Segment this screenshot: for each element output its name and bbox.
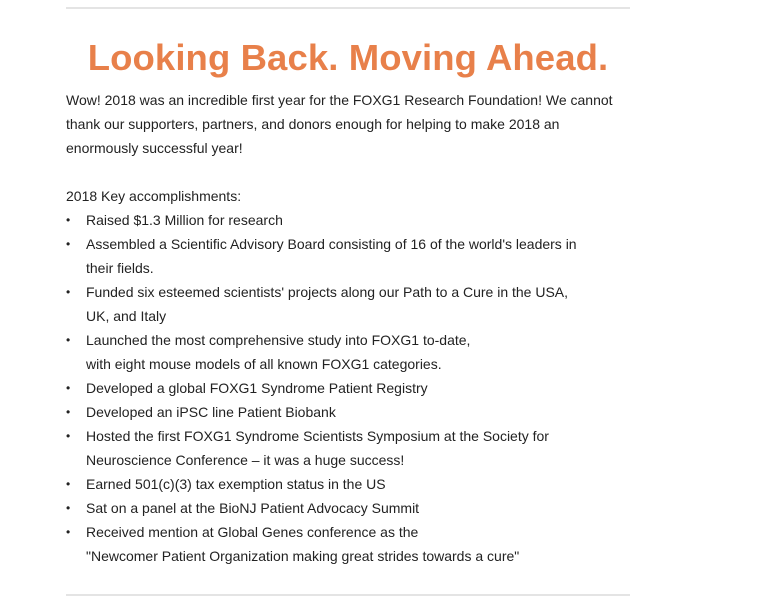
accomplishment-text: Assembled a Scientific Advisory Board consisting of 16 of the world's leaders in — [86, 236, 577, 252]
bullet-icon: • — [66, 285, 71, 299]
bullet-icon: • — [66, 525, 71, 539]
intro-line: Wow! 2018 was an incredible first year for the FOXG1 Research Foundation! We cannot — [66, 92, 613, 108]
intro-line: enormously successful year! — [66, 140, 243, 156]
bullet-icon: • — [66, 405, 71, 419]
bullet-icon: • — [66, 429, 71, 443]
bullet-icon: • — [66, 237, 71, 251]
bullet-icon: • — [66, 333, 71, 347]
accomplishment-text: Launched the most comprehensive study into FOXG1 to-date, — [86, 332, 471, 348]
intro-paragraph — [66, 88, 626, 160]
page-title: Looking Back. Moving Ahead. — [87, 37, 609, 78]
accomplishment-item — [66, 280, 626, 328]
accomplishment-item — [66, 400, 626, 424]
accomplishment-item — [66, 376, 626, 400]
accomplishment-text: Sat on a panel at the BioNJ Patient Advocacy Summit — [86, 500, 420, 516]
bullet-icon: • — [66, 477, 71, 491]
paragraph-spacer — [66, 160, 626, 184]
accomplishment-text: "Newcomer Patient Organization making great strides towards a cure" — [86, 548, 520, 564]
accomplishment-text: Raised $1.3 Million for research — [86, 212, 283, 228]
accomplishment-text: with eight mouse models of all known FOXG1 categories. — [86, 356, 442, 372]
bullet-icon: • — [66, 501, 71, 515]
accomplishment-text: Received mention at Global Genes conference as the — [86, 524, 419, 540]
bullet-icon: • — [66, 381, 71, 395]
accomplishment-text: Earned 501(c)(3) tax exemption status in the US — [86, 476, 386, 492]
accomplishment-text: Developed a global FOXG1 Syndrome Patient Registry — [86, 380, 428, 396]
top-divider — [66, 7, 630, 9]
accomplishment-text: Funded six esteemed scientists' projects along our Path to a Cure in the USA, — [86, 284, 569, 300]
bullet-icon: • — [66, 213, 71, 227]
accomplishment-item — [66, 472, 626, 496]
accomplishment-text: UK, and Italy — [86, 308, 167, 324]
accomplishment-item — [66, 328, 626, 376]
intro-line: thank our supporters, partners, and donors enough for helping to make 2018 an — [66, 116, 560, 132]
accomplishment-text: Developed an iPSC line Patient Biobank — [86, 404, 336, 420]
accomplishment-item — [66, 232, 626, 280]
bottom-divider — [66, 594, 630, 596]
accomplishment-text: Neuroscience Conference – it was a huge success! — [86, 452, 405, 468]
accomplishments-heading: 2018 Key accomplishments: — [66, 188, 242, 204]
accomplishment-text: their fields. — [86, 260, 154, 276]
accomplishments-list — [66, 208, 626, 568]
accomplishment-item — [66, 520, 626, 568]
accomplishment-text: Hosted the first FOXG1 Syndrome Scientists Symposium at the Society for — [86, 428, 549, 444]
accomplishment-item — [66, 208, 626, 232]
accomplishment-item — [66, 424, 626, 472]
accomplishment-item — [66, 496, 626, 520]
newsletter-content — [66, 88, 626, 568]
